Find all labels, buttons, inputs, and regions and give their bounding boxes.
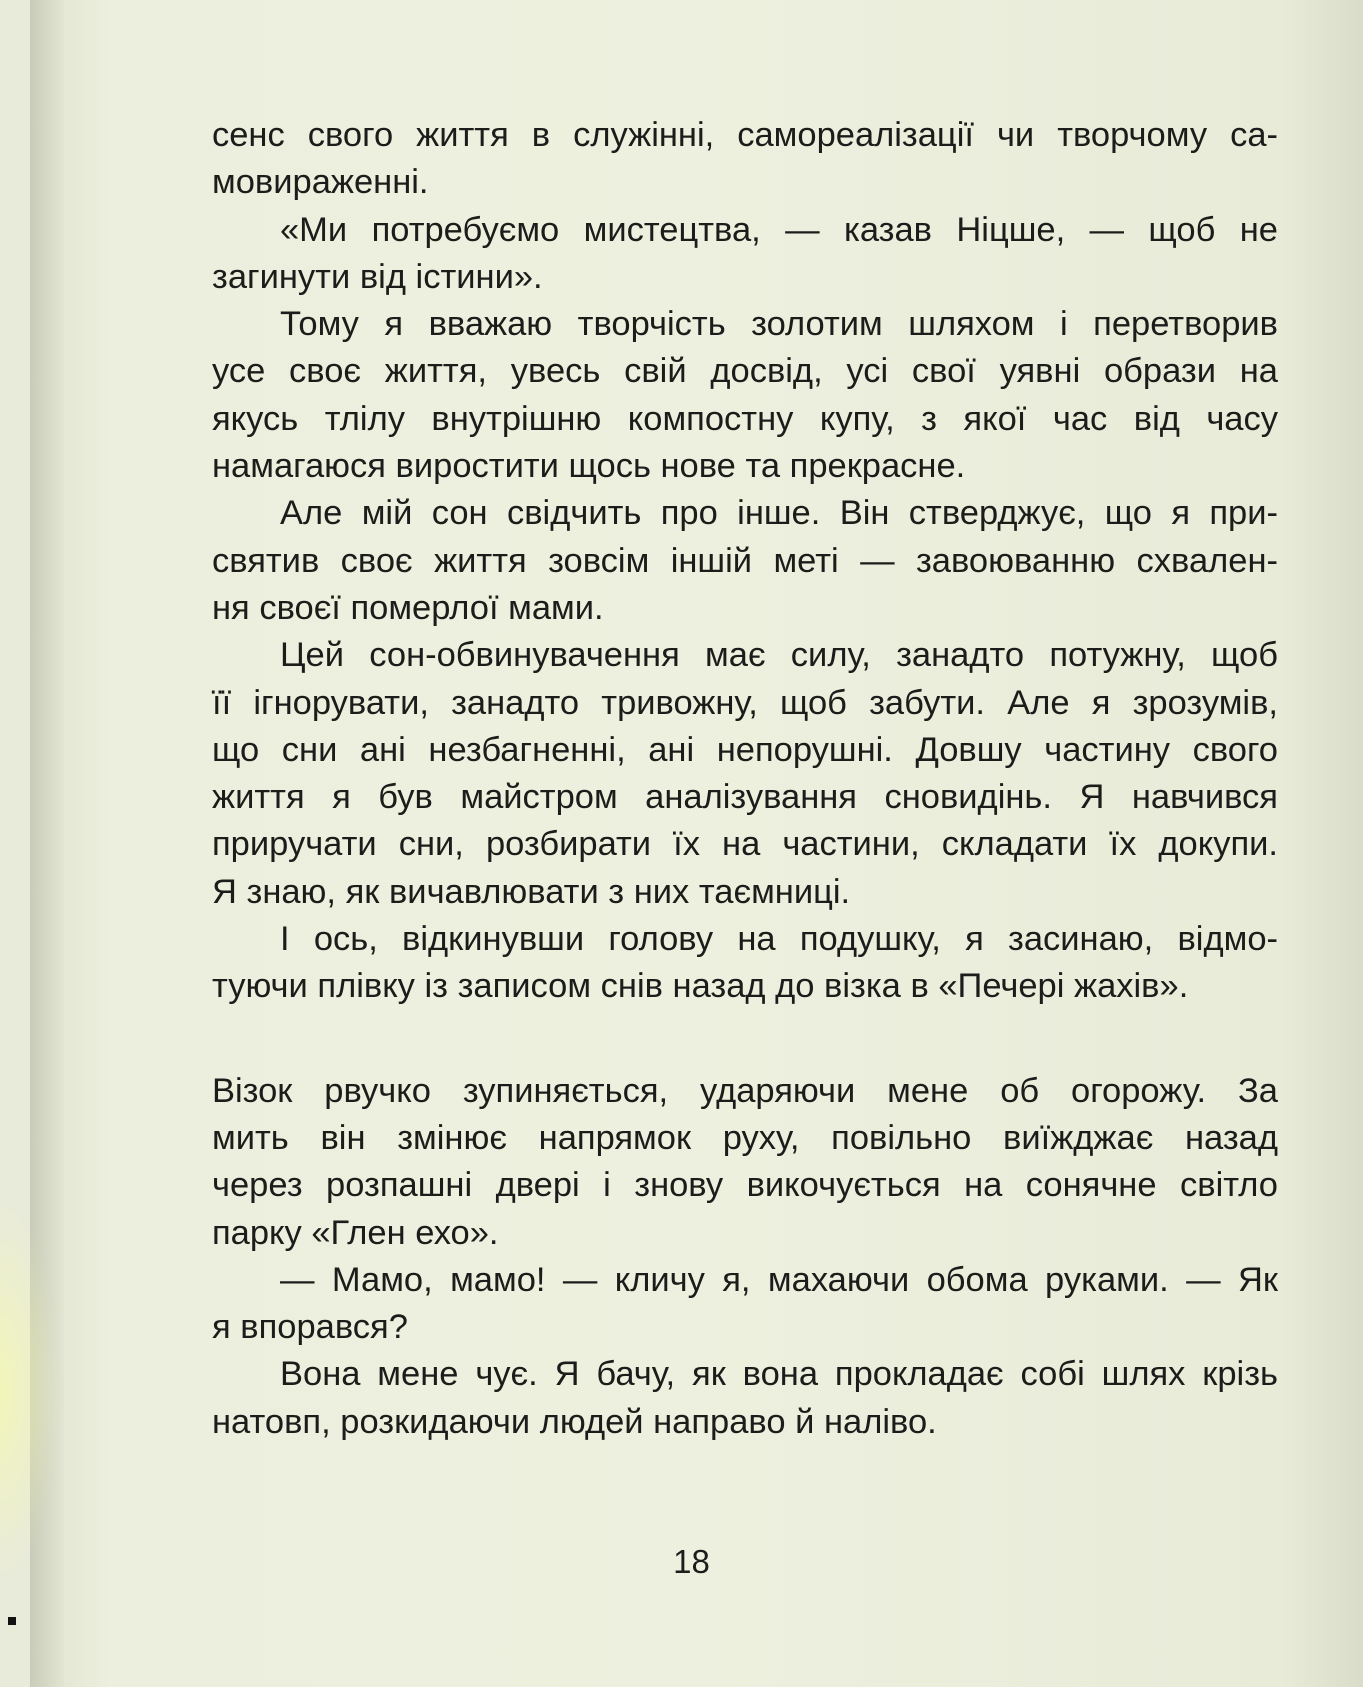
text-line: ня своєї померлої мами. bbox=[212, 588, 604, 627]
text-line: туючи плівку із записом снів назад до візка в «Печері жахів». bbox=[212, 967, 1189, 1006]
page-text bbox=[212, 112, 1278, 1446]
paragraph bbox=[212, 916, 1278, 1011]
paragraph bbox=[212, 112, 1278, 207]
text-line: приручати сни, розбирати їх на частини, складати їх докупи. bbox=[212, 825, 1278, 864]
light-reflection bbox=[0, 1200, 60, 1580]
text-line: сенс свого життя в служінні, самореалізації чи творчому са- bbox=[212, 116, 1278, 154]
paragraph bbox=[212, 490, 1278, 632]
text-line: через розпашні двері і знову викочується на сонячне світло bbox=[212, 1166, 1278, 1205]
text-line: мить він змінює напрямок руху, повільно виїжджає назад bbox=[212, 1118, 1278, 1157]
text-line: усе своє життя, увесь свій досвід, усі свої уявні образи на bbox=[212, 352, 1278, 391]
text-line: намагаюся виростити щось нове та прекрасне. bbox=[212, 447, 966, 486]
text-line: мовираженні. bbox=[212, 163, 429, 202]
text-line: Я знаю, як вичавлювати з них таємниці. bbox=[212, 872, 851, 911]
text-line: життя я був майстром аналізування сновидінь. Я навчився bbox=[212, 778, 1278, 817]
text-line: святив своє життя зовсім іншій меті — завоюванню схвален- bbox=[212, 541, 1278, 580]
text-line: Вона мене чує. Я бачу, як вона прокладає собі шлях крізь bbox=[280, 1355, 1278, 1394]
section-break bbox=[212, 1011, 1278, 1068]
paragraph bbox=[212, 1351, 1278, 1446]
text-line: її ігнорувати, занадто тривожну, щоб забути. Але я зрозумів, bbox=[212, 683, 1278, 722]
text-line: якусь тлілу внутрішню компостну купу, з якої час від часу bbox=[212, 399, 1278, 438]
text-line: загинути від істини». bbox=[212, 257, 543, 296]
text-line: я впорався? bbox=[212, 1308, 408, 1347]
text-line: парку «Глен ехо». bbox=[212, 1213, 499, 1252]
text-line: Але мій сон свідчить про інше. Він стверджує, що я при- bbox=[280, 494, 1278, 533]
text-line: — Мамо, мамо! — кличу я, махаючи обома руками. — Як bbox=[280, 1260, 1278, 1299]
text-line: що сни ані незбагненні, ані непорушні. Довшу частину свого bbox=[212, 730, 1278, 769]
text-line: Візок рвучко зупиняється, ударяючи мене об огорожу. За bbox=[212, 1071, 1278, 1110]
paragraph bbox=[212, 632, 1278, 916]
text-line: натовп, розкидаючи людей направо й наліво. bbox=[212, 1402, 937, 1441]
text-line: «Ми потребуємо мистецтва, — казав Ніцше, — щоб не bbox=[280, 210, 1278, 249]
text-line: Цей сон-обвинувачення має силу, занадто потужну, щоб bbox=[280, 636, 1278, 675]
text-line: Тому я вважаю творчість золотим шляхом і перетворив bbox=[280, 305, 1278, 344]
paragraph bbox=[212, 207, 1278, 302]
paragraph bbox=[212, 1257, 1278, 1352]
text-line: І ось, відкинувши голову на подушку, я засинаю, відмо- bbox=[280, 920, 1278, 959]
paragraph bbox=[212, 301, 1278, 490]
corner-mark bbox=[8, 1617, 16, 1625]
paragraph bbox=[212, 1068, 1278, 1257]
page-number: 18 bbox=[673, 1543, 710, 1580]
